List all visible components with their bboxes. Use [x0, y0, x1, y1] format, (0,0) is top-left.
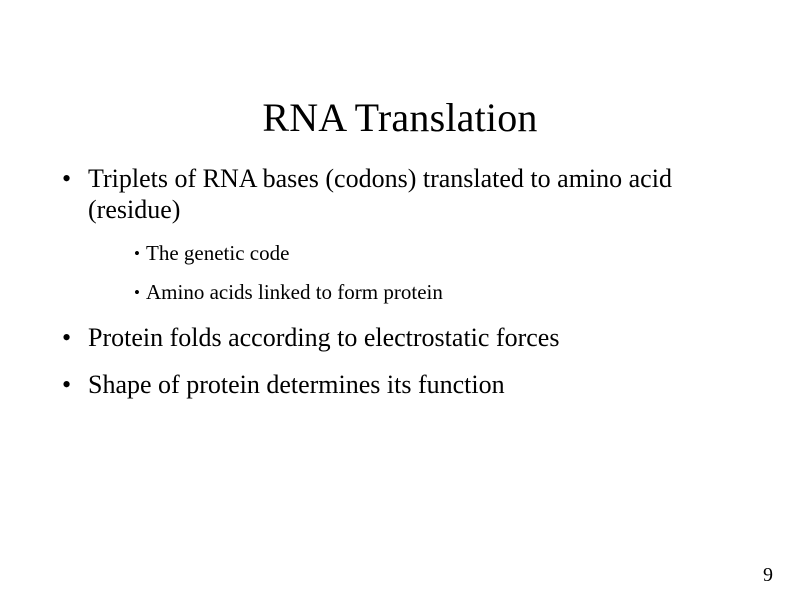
bullet-icon: •	[62, 323, 72, 352]
list-item-text: Triplets of RNA bases (codons) translated to amino acid (residue)	[88, 164, 672, 224]
spacer	[48, 355, 748, 369]
list-item	[48, 240, 748, 266]
list-item-text: The genetic code	[146, 241, 290, 265]
list-item	[48, 279, 748, 305]
list-item	[48, 163, 748, 225]
spacer	[48, 308, 748, 322]
list-item	[48, 369, 748, 400]
page-title: RNA Translation	[262, 94, 538, 140]
slide-body-list	[48, 163, 748, 402]
list-item	[48, 322, 748, 353]
page-number: 9	[763, 564, 773, 586]
bullet-icon: •	[134, 283, 140, 302]
bullet-icon: •	[62, 164, 72, 193]
list-item-text: Amino acids linked to form protein	[146, 280, 443, 304]
bullet-icon: •	[62, 370, 72, 399]
bullet-icon: •	[134, 244, 140, 263]
spacer	[48, 269, 748, 279]
spacer	[48, 227, 748, 240]
list-item-text: Protein folds according to electrostatic forces	[88, 323, 560, 352]
list-item-text: Shape of protein determines its function	[88, 370, 505, 399]
